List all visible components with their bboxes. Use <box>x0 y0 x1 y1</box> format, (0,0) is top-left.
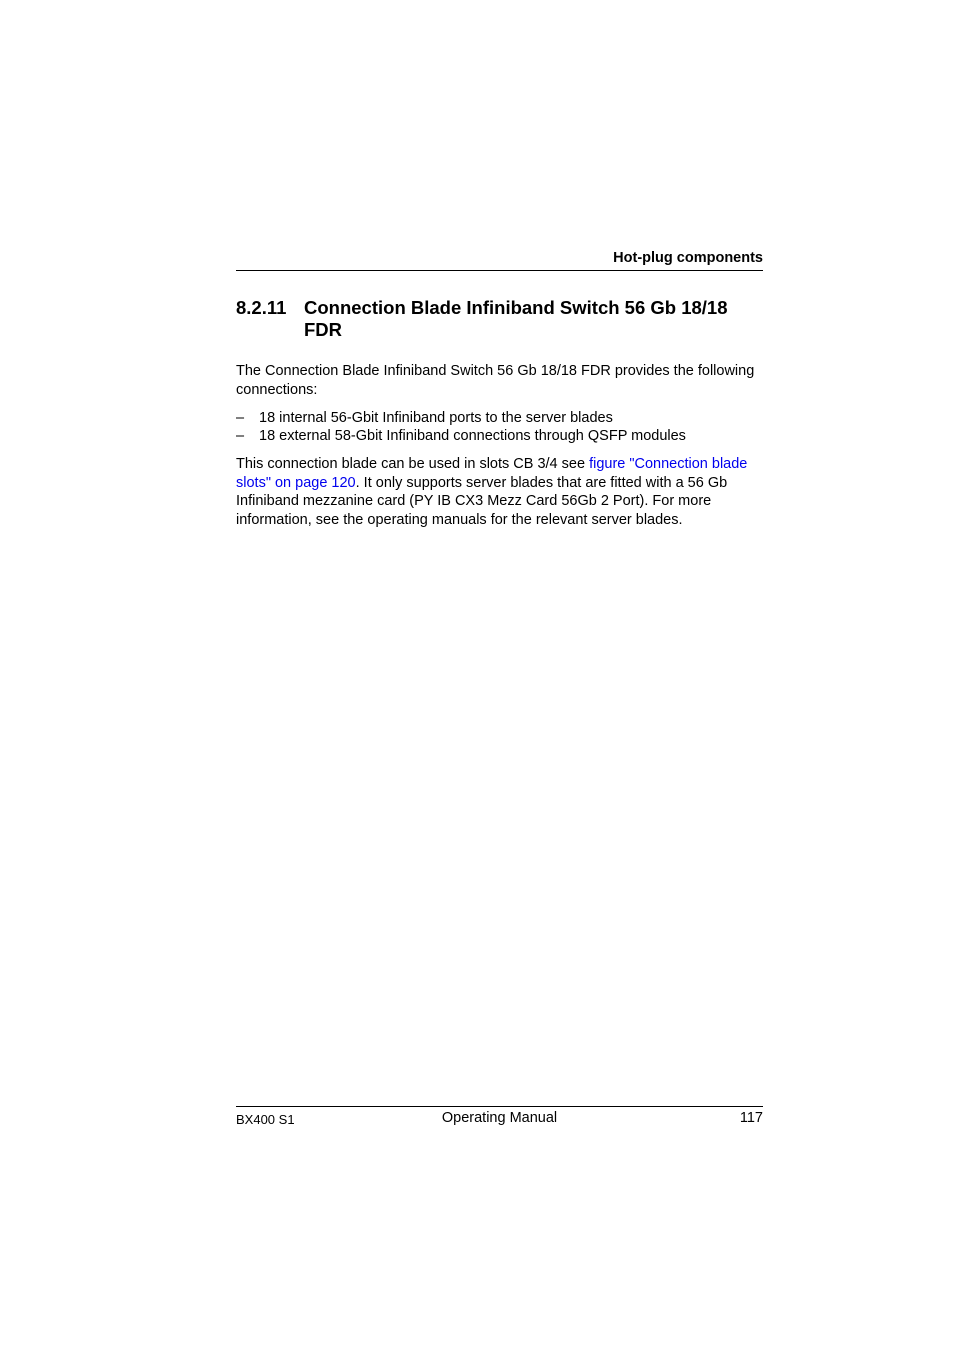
body-paragraph <box>236 455 766 529</box>
footer-manual-title: Operating Manual <box>441 1110 558 1126</box>
intro-paragraph: The Connection Blade Infiniband Switch 56 Gb 18/18 FDR provides the following connections: <box>236 363 755 398</box>
body-text-before: This connection blade can be used in slots CB 3/4 see <box>236 456 590 472</box>
list-item <box>236 409 763 427</box>
list-dash: – <box>236 428 245 444</box>
list-item <box>236 427 763 445</box>
section-number: 8.2.11 <box>236 297 287 318</box>
running-header: Hot-plug components <box>613 250 763 266</box>
body-text-after: . It only supports server blades that are fitted with a 56 Gb Infiniband mezzanine card (PY IB CX3 Mezz Card 56Gb 2 Port). For more information, see the operating manuals for the relevant server blades. <box>236 474 728 528</box>
footer-product: BX400 S1 <box>236 1112 295 1127</box>
section-title: Connection Blade Infiniband Switch 56 Gb 18/18 FDR <box>304 297 728 340</box>
page-number: 117 <box>739 1110 763 1126</box>
section-heading <box>236 297 763 341</box>
list-dash: – <box>236 410 245 426</box>
list-item-text: 18 internal 56-Gbit Infiniband ports to the server blades <box>259 410 613 426</box>
figure-reference-link[interactable]: figure "Connection blade slots" on page 120 <box>236 456 748 491</box>
footer-rule <box>236 1106 763 1107</box>
list-item-text: 18 external 58-Gbit Infiniband connections through QSFP modules <box>259 428 686 444</box>
connection-list <box>236 409 763 445</box>
header-rule <box>236 270 763 271</box>
